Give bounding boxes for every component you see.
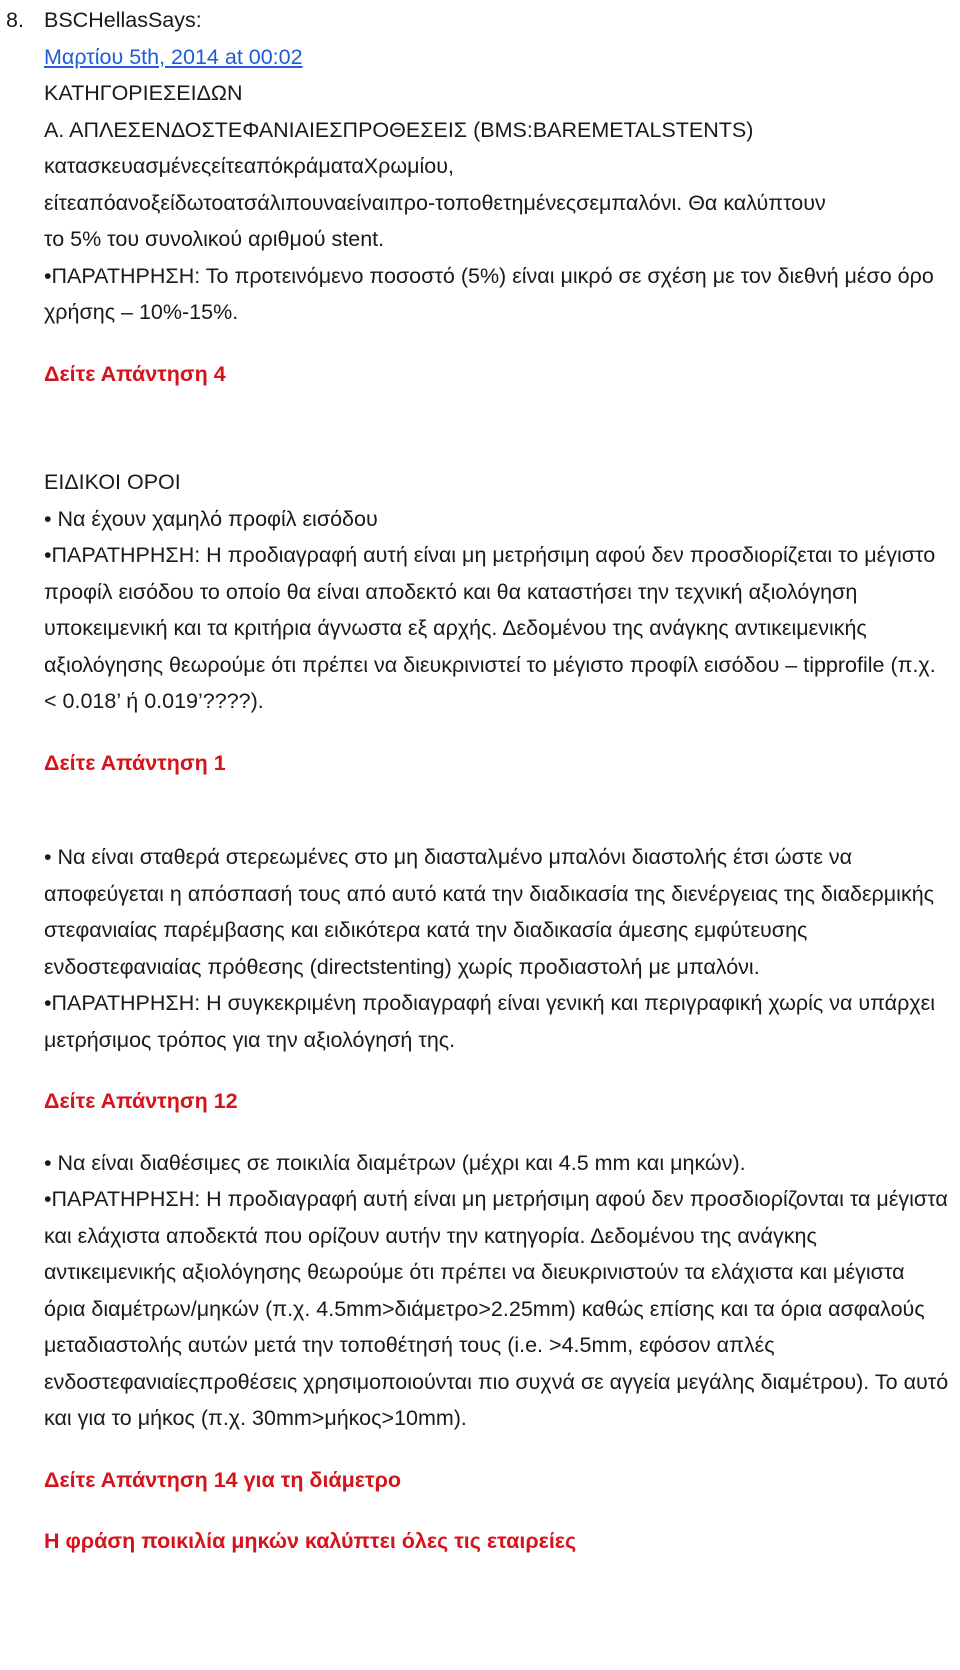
special-terms-heading: ΕΙΔΙΚΟΙ ΟΡΟΙ <box>44 470 181 494</box>
section-a-title: Α. ΑΠΛΕΣΕΝΔΟΣΤΕΦΑΝΙΑΙΕΣΠΡΟΘΕΣΕΙΣ (BMS:BAREMETALSTENTS) <box>44 117 754 142</box>
answer-12: Δείτε Απάντηση 12 <box>44 1089 238 1113</box>
term-diameters-note: •ΠΑΡΑΤΗΡΗΣΗ: Η προδιαγραφή αυτή είναι μη μετρήσιμη αφού δεν προσδιορίζονται τα μέγιστα και ελάχιστα αποδεκτά που ορίζουν αυτήν την κατηγορία. Δεδομένου της ανάγκης αντικειμενικής αξιολόγησης θεωρούμε ότι πρέπει να διευκρινιστούν τα ελάχιστα και μέγιστα όρια διαμέτρων/μηκών (π.χ. 4.5mm>διάμετρο>2.25mm) καθώς επίσης και τα όρια ασφαλούς μεταδιαστολής αυτών μετά την τοποθέτησή τους (i.e. >4.5mm, εφόσον απλές ενδοστεφανιαίεςπροθέσεις χρησιμοποιούνται πιο συχνά σε αγγεία μεγάλης διαμέτρου). Το αυτό και για το μήκος (π.χ. 30mm>μήκος>10mm). <box>44 1187 949 1430</box>
answer-14: Δείτε Απάντηση 14 για τη διάμετρο <box>44 1467 402 1492</box>
section-a-desc-line2: είτεαπόανοξείδωτοατσάλιπουναείναιπρο-τοποθετημένεςσεμπαλόνι. Θα καλύπτουν <box>44 190 826 215</box>
section-a-desc-line1: κατασκευασμένεςείτεαπόκράματαΧρωμίου, <box>44 154 454 178</box>
term-secured-stent-note: •ΠΑΡΑΤΗΡΗΣΗ: Η συγκεκριμένη προδιαγραφή είναι γενική και περιγραφική χωρίς να υπάρχει μετρήσιμος τρόπος για την αξιολόγησή της. <box>44 991 935 1052</box>
comment-number: 8. <box>6 8 24 32</box>
section-a-desc-line3: το 5% του συνολικού αριθμού stent. <box>44 227 385 251</box>
term-secured-stent: • Να είναι σταθερά στερεωμένες στο μη διασταλμένο μπαλόνι διαστολής έτσι ώστε να αποφεύγεται η απόσπασή τους από αυτό κατά την διαδικασία της διενέργειας της διαδερμικής στεφανιαίας παρέμβασης και ειδικότερα κατά την διαδικασία άμεσης εμφύτευσης ενδοστεφανιαίας πρόθεσης (directstenting) χωρίς προδιαστολή με μπαλόνι. <box>44 845 935 979</box>
comment-author: BSCHellasSays: <box>44 8 202 32</box>
term-low-profile: • Να έχουν χαμηλό προφίλ εισόδου <box>44 506 378 531</box>
answer-1: Δείτε Απάντηση 1 <box>44 750 226 775</box>
term-low-profile-note: •ΠΑΡΑΤΗΡΗΣΗ: Η προδιαγραφή αυτή είναι μη μετρήσιμη αφού δεν προσδιορίζεται το μέγιστο προφίλ εισόδου το οποίο θα είναι αποδεκτό και θα καταστήσει την τεχνική αξιολόγηση υποκειμενική και τα κριτήρια άγνωστα εξ αρχής. Δεδομένου της ανάγκης αντικειμενικής αξιολόγησης θεωρούμε ότι πρέπει να διευκρινιστεί το μέγιστο προφίλ εισόδου – tipprofile (π.χ. < 0.018’ ή 0.019’????). <box>44 543 936 713</box>
answer-lengths: Η φράση ποικιλία μηκών καλύπτει όλες τις εταιρείες <box>44 1529 577 1553</box>
comment-body <box>44 2 949 1560</box>
comment-date-link[interactable]: Μαρτίου 5th, 2014 at 00:02 <box>44 44 303 69</box>
term-diameters: • Να είναι διαθέσιμες σε ποικιλία διαμέτρων (μέχρι και 4.5 mm και μηκών). <box>44 1150 746 1175</box>
category-heading: ΚΑΤΗΓΟΡΙΕΣΕΙΔΩΝ <box>44 81 243 105</box>
section-a-note: •ΠΑΡΑΤΗΡΗΣΗ: Το προτεινόμενο ποσοστό (5%) είναι μικρό σε σχέση με τον διεθνή μέσο όρο χρήσης – 10%-15%. <box>44 263 934 324</box>
answer-4: Δείτε Απάντηση 4 <box>44 361 226 386</box>
